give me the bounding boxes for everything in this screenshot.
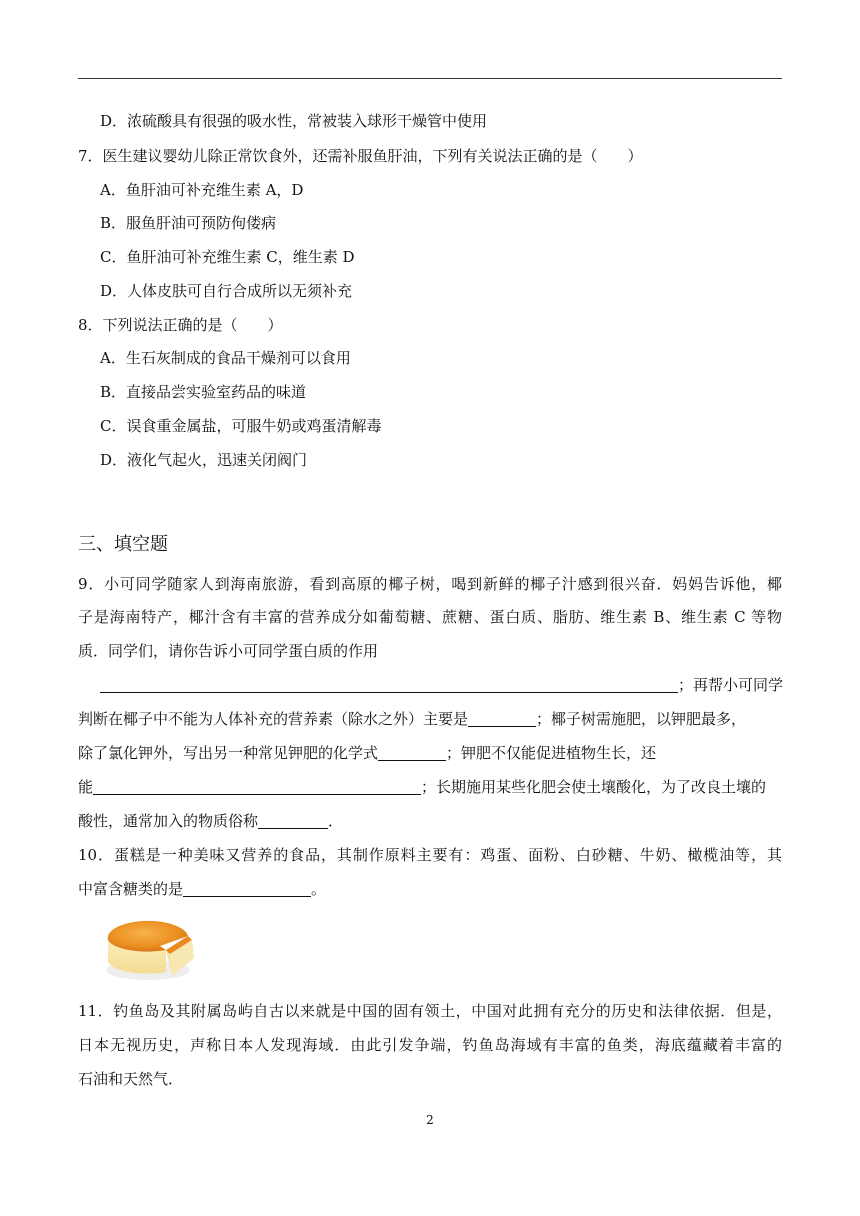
q8-option-b: B．直接品尝实验室药品的味道 <box>100 383 307 401</box>
q9-line-7-text-a: 能 <box>78 778 94 796</box>
q10-line-1: 10．蛋糕是一种美味又营养的食品，其制作原料主要有：鸡蛋、面粉、白砂糖、牛奶、橄榄油等，其 <box>78 846 782 864</box>
q9-line-7 <box>78 777 766 797</box>
q9-line-5-text-a: 判断在椰子中不能为人体补充的营养素（除水之外）主要是 <box>78 710 469 728</box>
q9-line-6 <box>78 743 656 763</box>
q9-line-7-text-b: ；长期施用某些化肥会使土壤酸化，为了改良土壤的 <box>421 778 767 796</box>
q9-line-4-text: ；再帮小可同学 <box>678 676 784 694</box>
q11-line-2: 日本无视历史，声称日本人发现海域．由此引发争端，钓鱼岛海域有丰富的鱼类，海底蕴藏着丰富的 <box>78 1036 782 1054</box>
q11-line-1: 11．钓鱼岛及其附属岛屿自古以来就是中国的固有领土，中国对此拥有充分的历史和法律依据．但是， <box>78 1002 782 1020</box>
answer-blank-lime[interactable] <box>258 812 328 829</box>
cheesecake-image <box>102 906 198 986</box>
q9-line-8 <box>78 811 343 831</box>
q9-line-6-text-a: 除了氯化钾外，写出另一种常见钾肥的化学式 <box>78 744 379 762</box>
q7-option-b: B．服鱼肝油可预防佝偻病 <box>100 214 277 232</box>
q9-line-1: 9．小可同学随家人到海南旅游，看到高原的椰子树，喝到新鲜的椰子汁感到很兴奋．妈妈告诉他，椰 <box>78 575 782 593</box>
q11-line-3: 石油和天然气． <box>78 1070 184 1088</box>
q10-line-2-text-a: 中富含糖类的是 <box>78 880 184 898</box>
page-number: 2 <box>426 1113 434 1127</box>
answer-blank-nutrient[interactable] <box>468 710 536 727</box>
q8-option-d: D．液化气起火，迅速关闭阀门 <box>100 451 308 469</box>
q10-line-2-text-b: 。 <box>311 880 327 898</box>
q9-line-5 <box>78 709 746 729</box>
q9-line-3: 质．同学们，请你告诉小可同学蛋白质的作用 <box>78 642 379 660</box>
q9-line-8-text-b: ． <box>328 812 344 830</box>
q6-option-d: D．浓硫酸具有很强的吸水性，常被装入球形干燥管中使用 <box>100 112 488 130</box>
q7-option-d: D．人体皮肤可自行合成所以无须补充 <box>100 282 353 300</box>
q9-line-5-text-b: ；椰子树需施肥，以钾肥最多， <box>536 710 747 728</box>
answer-blank-protein[interactable] <box>100 676 678 693</box>
q8-stem: 8．下列说法正确的是（ ） <box>78 316 283 334</box>
q9-line-6-text-b: ；钾肥不仅能促进植物生长，还 <box>446 744 657 762</box>
answer-blank-formula[interactable] <box>378 744 446 761</box>
q9-line-4 <box>100 675 783 695</box>
q8-option-a: A．生石灰制成的食品干燥剂可以食用 <box>100 349 351 367</box>
header-rule <box>78 78 782 79</box>
q8-option-c: C．误食重金属盐，可服牛奶或鸡蛋清解毒 <box>100 417 382 435</box>
q9-line-2: 子是海南特产，椰汁含有丰富的营养成分如葡萄糖、蔗糖、蛋白质、脂肪、维生素 B、维生素 C 等物 <box>78 608 782 626</box>
q7-option-c: C．鱼肝油可补充维生素 C，维生素 D <box>100 248 355 266</box>
q7-stem: 7．医生建议婴幼儿除正常饮食外，还需补服鱼肝油，下列有关说法正确的是（ ） <box>78 147 643 165</box>
section-heading: 三、填空题 <box>78 534 168 555</box>
answer-blank-sugar[interactable] <box>183 880 311 897</box>
q7-option-a: A．鱼肝油可补充维生素 A，D <box>100 181 304 199</box>
q9-line-8-text-a: 酸性，通常加入的物质俗称 <box>78 812 259 830</box>
q10-line-2 <box>78 879 326 899</box>
answer-blank-potash-function[interactable] <box>93 778 421 795</box>
